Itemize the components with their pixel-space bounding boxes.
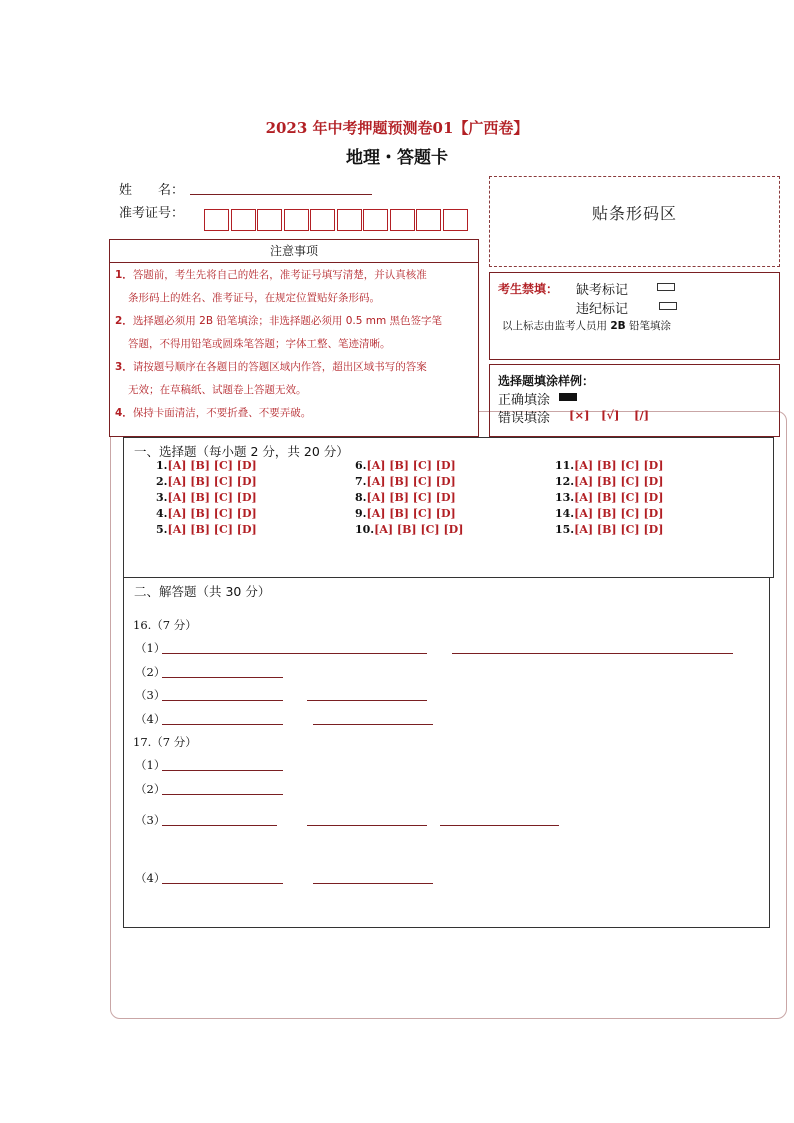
answer-line[interactable] [440, 825, 559, 826]
choice-question[interactable]: 8.[A] [B] [C] [D] [355, 491, 456, 504]
barcode-area [489, 176, 780, 267]
name-field[interactable] [190, 194, 372, 195]
sub-question-label: （1） [135, 641, 166, 655]
absent-mark-box[interactable] [657, 283, 675, 291]
answer-line[interactable] [162, 770, 283, 771]
note-item: 2．选择题必须用 2B 铅笔填涂；非选择题必须用 0.5 mm 黑色签字笔 [115, 315, 443, 327]
proctor-label: 考生禁填： [498, 282, 559, 296]
wrong-mark-x: [×] [569, 408, 590, 422]
barcode-label: 贴条形码区 [591, 204, 677, 223]
section-answer-heading: 二、解答题（共 30 分） [134, 584, 271, 599]
note-item-cont: 条形码上的姓名、准考证号，在规定位置贴好条形码。 [128, 292, 380, 304]
id-digit-box[interactable] [257, 209, 282, 231]
answer-line[interactable] [313, 883, 433, 884]
question-17-label: 17.（7 分） [133, 735, 197, 749]
choice-column-2 [355, 459, 463, 539]
choice-question[interactable]: 2.[A] [B] [C] [D] [156, 475, 257, 488]
id-digit-box[interactable] [390, 209, 415, 231]
choice-question[interactable]: 3.[A] [B] [C] [D] [156, 491, 257, 504]
id-label: 准考证号： [119, 206, 185, 221]
choice-question[interactable]: 4.[A] [B] [C] [D] [156, 507, 257, 520]
id-digit-box[interactable] [443, 209, 468, 231]
answer-line[interactable] [452, 653, 733, 654]
note-item: 3．请按题号顺序在各题目的答题区域内作答，超出区域书写的答案 [115, 361, 427, 373]
wrong-fill-label: 错误填涂 [498, 411, 551, 426]
choice-question[interactable]: 5.[A] [B] [C] [D] [156, 523, 257, 536]
answer-line[interactable] [313, 724, 433, 725]
violation-label: 违纪标记 [576, 302, 629, 317]
id-digit-box[interactable] [310, 209, 335, 231]
name-label: 姓 名： [119, 183, 185, 198]
sub-question-label: （2） [135, 782, 166, 796]
id-number-boxes [204, 209, 469, 231]
choice-question[interactable]: 11.[A] [B] [C] [D] [555, 459, 664, 472]
id-digit-box[interactable] [337, 209, 362, 231]
answer-line[interactable] [162, 700, 283, 701]
fill-sample-title: 选择题填涂样例： [498, 374, 595, 388]
notes-list [115, 264, 477, 425]
answer-line[interactable] [162, 883, 283, 884]
id-digit-box[interactable] [363, 209, 388, 231]
choice-column-3 [555, 459, 663, 539]
exam-title: 2023 年中考押题预测卷01【广西卷】 [265, 119, 529, 137]
choice-question[interactable]: 12.[A] [B] [C] [D] [555, 475, 664, 488]
note-item: 1．答题前，考生先将自己的姓名，准考证号填写清楚，并认真核准 [115, 269, 427, 281]
note-item: 4．保持卡面清洁，不要折叠、不要弄破。 [115, 407, 312, 419]
section-answer [123, 577, 770, 928]
wrong-mark-slash: [/] [634, 408, 650, 422]
section-choice-heading: 一、选择题（每小题 2 分，共 20 分） [134, 444, 349, 459]
id-digit-box[interactable] [416, 209, 441, 231]
proctor-note: 以上标志由监考人员用 2B 铅笔填涂 [502, 320, 671, 332]
sub-question-label: （2） [135, 665, 166, 679]
id-digit-box[interactable] [204, 209, 229, 231]
choice-question[interactable]: 9.[A] [B] [C] [D] [355, 507, 456, 520]
absent-label: 缺考标记 [576, 283, 629, 298]
choice-question[interactable]: 1.[A] [B] [C] [D] [156, 459, 257, 472]
notes-title: 注意事项 [110, 240, 478, 263]
choice-question[interactable]: 14.[A] [B] [C] [D] [555, 507, 664, 520]
sub-question-label: （3） [135, 688, 166, 702]
id-digit-box[interactable] [284, 209, 309, 231]
wrong-mark-check: [√] [601, 408, 620, 422]
sub-question-label: （3） [135, 813, 166, 827]
correct-fill-sample [559, 393, 577, 401]
id-digit-box[interactable] [231, 209, 256, 231]
sub-question-label: （4） [135, 712, 166, 726]
question-16-label: 16.（7 分） [133, 618, 197, 632]
answer-line[interactable] [162, 794, 283, 795]
answer-line[interactable] [162, 677, 283, 678]
answer-sheet-title: 地理・答题卡 [346, 148, 448, 168]
note-item-cont: 答题，不得用铅笔或圆珠笔答题；字体工整、笔迹清晰。 [128, 338, 391, 350]
note-item-cont: 无效；在草稿纸、试题卷上答题无效。 [128, 384, 307, 396]
choice-question[interactable]: 6.[A] [B] [C] [D] [355, 459, 456, 472]
choice-column-1 [156, 459, 257, 539]
choice-question[interactable]: 13.[A] [B] [C] [D] [555, 491, 664, 504]
violation-mark-box[interactable] [659, 302, 677, 310]
answer-line[interactable] [307, 825, 427, 826]
sub-question-label: （1） [135, 758, 166, 772]
choice-question[interactable]: 7.[A] [B] [C] [D] [355, 475, 456, 488]
answer-line[interactable] [307, 700, 427, 701]
sub-question-label: （4） [135, 871, 166, 885]
choice-question[interactable]: 10.[A] [B] [C] [D] [355, 523, 464, 536]
choice-question[interactable]: 15.[A] [B] [C] [D] [555, 523, 664, 536]
answer-line[interactable] [162, 825, 277, 826]
answer-line[interactable] [162, 724, 283, 725]
correct-fill-label: 正确填涂 [498, 393, 551, 408]
answer-line[interactable] [162, 653, 427, 654]
